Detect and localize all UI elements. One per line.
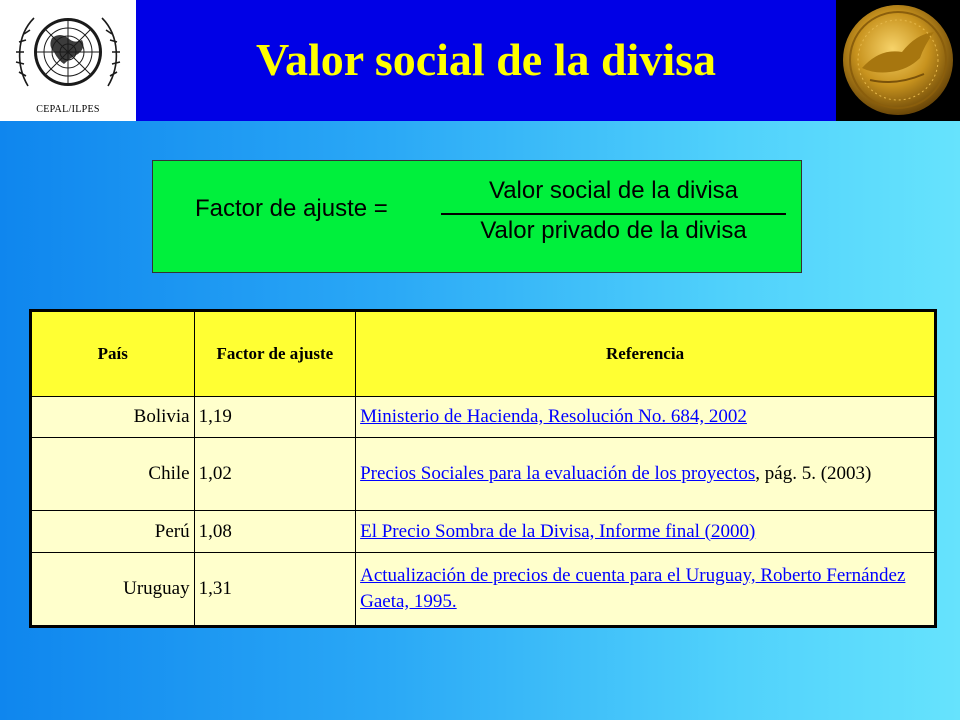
formula-denominator: Valor privado de la divisa — [480, 217, 747, 244]
table-header-row — [31, 311, 936, 397]
reference-cell — [356, 553, 936, 627]
page-title: Valor social de la divisa — [255, 34, 717, 85]
table-row — [31, 438, 936, 511]
reference-cell — [356, 511, 936, 553]
reference-cell — [356, 397, 936, 438]
adjustment-factor-table — [29, 309, 937, 628]
fraction-line — [441, 213, 786, 215]
reference-link[interactable]: El Precio Sombra de la Divisa, Informe final (2000) — [360, 520, 756, 542]
header-reference: Referencia — [356, 311, 936, 397]
formula-box — [152, 160, 802, 273]
reference-text: , pág. 5. (2003) — [755, 463, 872, 484]
header-country: País — [31, 311, 195, 397]
formula-numerator: Valor social de la divisa — [488, 177, 738, 204]
reference-link[interactable]: Precios Sociales para la evaluación de los proyectos — [360, 463, 756, 484]
un-emblem-icon — [12, 6, 124, 102]
coin-logo — [836, 0, 960, 121]
table-row — [31, 511, 936, 553]
factor-cell: 1,31 — [194, 553, 356, 627]
reference-link[interactable]: Actualización de precios de cuenta para el Uruguay, Roberto Fernández Gaeta, 1995. — [360, 565, 906, 612]
org-label: CEPAL/ILPES — [36, 104, 100, 115]
country-cell: Uruguay — [31, 553, 195, 627]
header-bar — [0, 0, 960, 121]
country-cell: Perú — [31, 511, 195, 553]
reference-link[interactable]: Ministerio de Hacienda, Resolución No. 684, 2002 — [360, 406, 747, 427]
un-logo — [0, 0, 136, 121]
header-factor: Factor de ajuste — [194, 311, 356, 397]
table-row — [31, 553, 936, 627]
gold-coin-icon — [840, 2, 956, 118]
factor-cell: 1,19 — [194, 397, 356, 438]
country-cell: Bolivia — [31, 397, 195, 438]
table-row — [31, 397, 936, 438]
reference-cell — [356, 438, 936, 511]
factor-cell: 1,02 — [194, 438, 356, 511]
country-cell: Chile — [31, 438, 195, 511]
formula-label: Factor de ajuste = — [195, 195, 388, 222]
factor-cell: 1,08 — [194, 511, 356, 553]
